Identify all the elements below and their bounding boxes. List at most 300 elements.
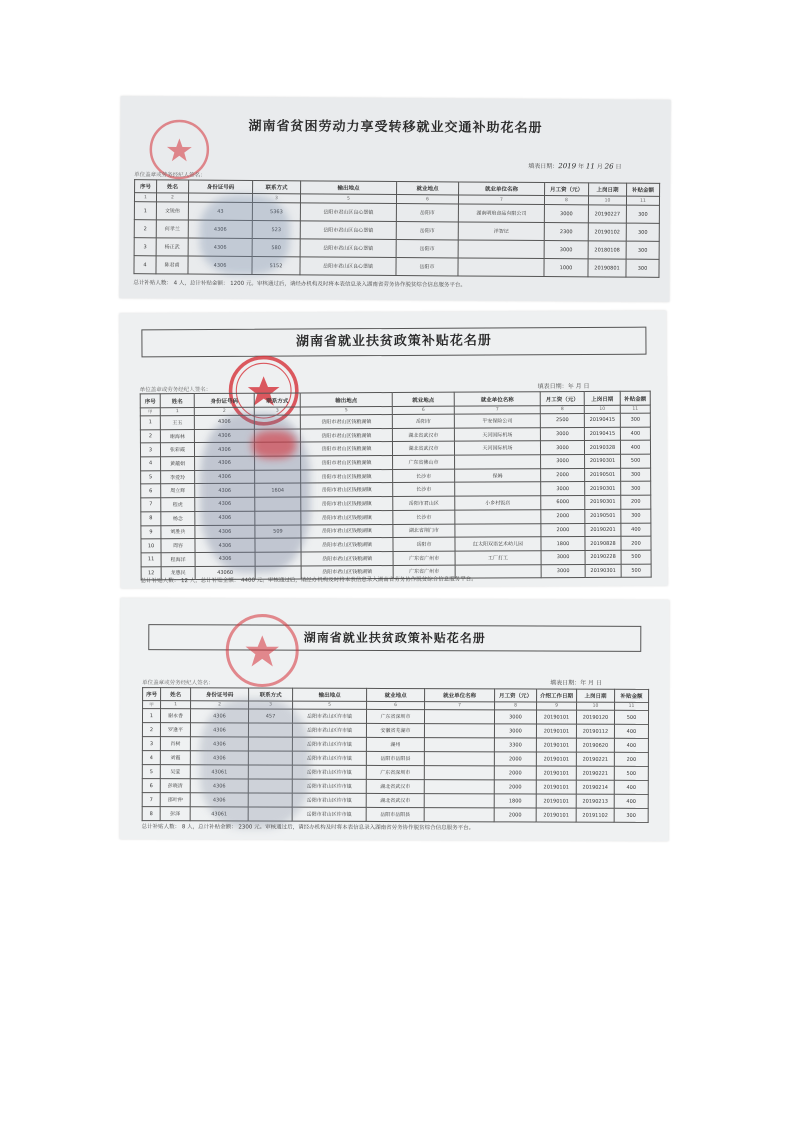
- cell-id: 4306: [190, 793, 248, 807]
- column-header: 身份证号码: [189, 180, 253, 193]
- column-header: 输出地点: [300, 393, 392, 407]
- column-header: 就业单位名称: [459, 182, 545, 196]
- cell-place: 岳阳市岳阳县: [366, 807, 424, 821]
- cell-company: 保姆: [455, 468, 541, 482]
- cell-salary: 2300: [544, 223, 588, 241]
- cell-salary: 2500: [540, 414, 584, 428]
- column-number: 6: [396, 195, 458, 204]
- cell-salary: 1800: [494, 794, 536, 808]
- cell-place: 岳阳市: [393, 537, 455, 551]
- column-number: 10: [588, 196, 626, 205]
- column-header: 就业地点: [392, 392, 454, 406]
- cell-name: 杨正武: [156, 238, 188, 256]
- cell-amount: 300: [626, 205, 659, 223]
- cell-intro: 20190101: [536, 738, 576, 752]
- cell-origin: 岳阳市君山区钱粮湖镇: [301, 524, 393, 538]
- cell-name: 杨念: [161, 511, 195, 525]
- cell-seq: 8: [142, 807, 160, 821]
- cell-seq: 5: [142, 765, 160, 779]
- cell-origin: 岳阳市君山区钱粮湖镇: [301, 469, 393, 483]
- cell-date: 20190120: [576, 710, 614, 724]
- column-number: 3: [249, 701, 293, 709]
- cell-place: 岳阳市: [396, 258, 458, 276]
- cell-intro: 20190101: [536, 766, 576, 780]
- column-header: 就业地点: [397, 182, 459, 195]
- cell-seq: 4: [134, 256, 156, 274]
- cell-date: 20190501: [585, 509, 621, 523]
- date-label: 填表日期：: [528, 162, 559, 171]
- cell-intro: 20190101: [536, 780, 576, 794]
- cell-origin: 岳阳市君山区许市镇: [292, 807, 366, 821]
- cell-name: 陈君甫: [156, 256, 188, 274]
- cell-id: 4306: [190, 779, 248, 793]
- cell-company: [455, 455, 541, 469]
- column-header: 介绍工作日期: [537, 689, 577, 702]
- cell-place: 广东省广州市: [393, 551, 455, 565]
- cell-company: 洋智记: [458, 222, 544, 241]
- cell-id: 4306: [188, 220, 252, 238]
- column-header: 序号: [140, 394, 160, 408]
- cell-company: 红太阳双语艺术幼儿园: [455, 537, 541, 551]
- column-header: 就业单位名称: [454, 392, 540, 406]
- cell-amount: 300: [621, 509, 651, 523]
- cell-amount: 400: [620, 427, 650, 441]
- cell-origin: 岳阳市君山区许市镇: [292, 765, 366, 779]
- cell-seq: 4: [142, 751, 160, 765]
- date-day: 26: [604, 162, 614, 171]
- cell-origin: 岳阳市君山区钱粮湖镇: [301, 510, 393, 524]
- cell-place: 湖北省武汉市: [392, 442, 454, 456]
- cell-company: [424, 794, 494, 808]
- cell-origin: 岳阳市君山区钱粮湖镇: [301, 483, 393, 497]
- redaction-blur: [200, 698, 310, 828]
- cell-company: [424, 766, 494, 780]
- column-number: 8: [540, 406, 584, 414]
- cell-place: 湖北省武汉市: [366, 793, 424, 807]
- cell-company: [424, 710, 494, 724]
- column-header: 上岗日期: [577, 689, 615, 702]
- cell-company: 平安保险公司: [454, 414, 540, 428]
- column-header: 联系方式: [249, 688, 293, 701]
- table-footer: 总计补贴人数： 4 人，总计补贴金额： 1200 元。审核通过后，请经办机构及时将本表信息录入湖南省劳务协作脱贫综合信息服务平台。: [133, 280, 466, 289]
- column-number: 6: [392, 406, 454, 414]
- roster-sheet-2: [119, 311, 667, 589]
- cell-company: [455, 482, 541, 496]
- cell-origin: 岳阳市君山区钱粮湖镇: [301, 497, 393, 511]
- cell-id: 4306: [195, 525, 255, 539]
- cell-seq: 10: [141, 539, 161, 553]
- column-number: 7: [425, 702, 495, 710]
- cell-amount: 400: [614, 794, 648, 808]
- cell-id: 4306: [195, 497, 255, 511]
- cell-name: 邵叶仲: [160, 793, 190, 807]
- cell-origin: 岳阳市君山区钱粮湖镇: [301, 456, 393, 470]
- page-title: 湖南省就业扶贫政策补贴花名册: [141, 327, 646, 358]
- cell-date: 20190102: [588, 223, 626, 241]
- fill-date: 填表日期：年 月 日: [550, 679, 602, 687]
- cell-seq: 4: [141, 457, 161, 471]
- column-header: 身份证号码: [194, 393, 254, 407]
- cell-salary: 3000: [540, 427, 584, 441]
- cell-seq: 1: [140, 416, 160, 430]
- column-header: 姓名: [160, 394, 194, 408]
- cell-name: 张彩霞: [160, 443, 194, 457]
- cell-date: 20190301: [585, 454, 621, 468]
- cell-date: 20190213: [576, 794, 614, 808]
- cell-seq: 2: [140, 429, 160, 443]
- column-number: 8: [544, 196, 588, 205]
- cell-seq: 1: [134, 202, 156, 220]
- date-month: 11: [585, 162, 595, 171]
- cell-date: 20190301: [585, 482, 621, 496]
- cell-salary: 3000: [544, 241, 588, 259]
- cell-name: 吴莹: [160, 765, 190, 779]
- cell-id: 4306: [190, 723, 248, 737]
- cell-name: 彭晓清: [160, 779, 190, 793]
- cell-origin: 岳阳市君山区良心堡镇: [300, 239, 396, 258]
- column-number: 2: [191, 701, 249, 709]
- cell-company: [455, 510, 541, 524]
- cell-place: 岳阳市: [396, 240, 458, 258]
- cell-origin: 岳阳市君山区许市镇: [292, 723, 366, 737]
- cell-company: [458, 240, 544, 259]
- fill-date: 填表日期：年 月 日: [537, 382, 590, 391]
- cell-salary: 2000: [541, 509, 585, 523]
- cell-name: 文锐伟: [156, 202, 188, 220]
- column-header: 联系方式: [254, 393, 300, 407]
- cell-name: 罗逢平: [160, 723, 190, 737]
- cell-salary: 2000: [494, 808, 536, 822]
- cell-id: 4306: [195, 484, 255, 498]
- cell-company: [424, 780, 494, 794]
- cell-origin: 岳阳市君山区钱粮湖镇: [300, 428, 392, 442]
- column-number: 1: [161, 701, 191, 709]
- cell-salary: 6000: [541, 496, 585, 510]
- table-footer: 总计补贴人数： 12 人，总计补贴金额： 4400 元。审核通过后，请经办机构及时将本表信息录入湖南省劳务协作脱贫综合信息服务平台。: [140, 576, 477, 585]
- cell-place: 湖北省武汉市: [366, 779, 424, 793]
- cell-salary: 1800: [541, 537, 585, 551]
- cell-amount: 300: [620, 413, 650, 427]
- column-header: 姓名: [161, 688, 191, 701]
- cell-company: [424, 752, 494, 766]
- redaction-blur: [199, 195, 290, 276]
- column-number: 7: [458, 195, 544, 205]
- cell-origin: 岳阳市君山区许市镇: [292, 793, 366, 807]
- cell-phone: 457: [248, 709, 292, 723]
- cell-seq: 8: [141, 512, 161, 526]
- cell-salary: 2000: [494, 766, 536, 780]
- cell-seq: 3: [142, 737, 160, 751]
- column-number: 8: [495, 702, 537, 710]
- cell-origin: 岳阳市君山区良心堡镇: [300, 203, 396, 222]
- cell-phone: 580: [252, 239, 300, 257]
- cell-id: 4306: [188, 238, 252, 256]
- column-number: 11: [615, 702, 649, 710]
- cell-seq: 12: [141, 566, 161, 580]
- column-header: 补贴金额: [627, 183, 660, 196]
- cell-id: 4306: [195, 470, 255, 484]
- cell-company: [424, 808, 494, 822]
- column-header: 输出地点: [301, 181, 397, 195]
- cell-name: 王玉: [160, 416, 194, 430]
- cell-place: 岳阳市君山区: [393, 496, 455, 510]
- cell-origin: 岳阳市君山区许市镇: [292, 751, 366, 765]
- column-number: 6: [367, 701, 425, 709]
- page-title: 湖南省贫困劳动力享受转移就业交通补助花名册: [248, 118, 543, 137]
- cell-seq: 2: [134, 220, 156, 238]
- cell-salary: 3000: [541, 564, 585, 578]
- cell-date: 20190301: [585, 564, 621, 578]
- cell-amount: 500: [621, 550, 651, 564]
- cell-date: 20190501: [585, 468, 621, 482]
- cell-seq: 7: [142, 793, 160, 807]
- fill-date: 填表日期：2019 年 11 月 26 日: [528, 162, 622, 171]
- column-number: 5: [300, 407, 392, 415]
- cell-id: 43061: [190, 765, 248, 779]
- cell-date: 20190214: [576, 780, 614, 794]
- cell-origin: 岳阳市君山区许市镇: [292, 709, 366, 723]
- cell-date: 20190828: [585, 536, 621, 550]
- cell-origin: 岳阳市君山区钱粮湖镇: [300, 442, 392, 456]
- cell-id: 4306: [194, 429, 254, 443]
- cell-date: 20190415: [584, 427, 620, 441]
- cell-company: [458, 258, 544, 277]
- column-header: 上岗日期: [584, 391, 620, 405]
- column-number: 10: [584, 405, 620, 413]
- cell-amount: 400: [614, 738, 648, 752]
- cell-name: 刘霞: [160, 751, 190, 765]
- official-seal-stamp: [224, 612, 300, 688]
- cell-place: 岳阳市岳阳县: [366, 751, 424, 765]
- cell-date: 20190221: [576, 752, 614, 766]
- column-number: 甲: [143, 701, 161, 709]
- cell-id: 4306: [195, 456, 255, 470]
- cell-salary: 3000: [494, 710, 536, 724]
- cell-place: 广东省深圳市: [366, 709, 424, 723]
- cell-place: 岳阳市: [396, 222, 458, 240]
- cell-amount: 200: [621, 536, 651, 550]
- cell-date: 20190415: [584, 413, 620, 427]
- cell-phone: 509: [255, 524, 301, 538]
- cell-amount: 300: [621, 468, 651, 482]
- date-year: 2019: [558, 162, 577, 171]
- cell-salary: 2000: [541, 523, 585, 537]
- cell-company: [424, 724, 494, 738]
- column-header: 身份证号码: [191, 688, 249, 701]
- cell-name: 程虎: [161, 498, 195, 512]
- table-footer: 总计补贴人数： 8 人，总计补贴金额： 2300 元。审核通过后，请经办机构及时将本表信息录入湖南省劳务协作脱贫综合信息服务平台。: [141, 824, 475, 832]
- unit-signature-label: 单位盖章或劳务经纪人签名：: [134, 172, 206, 179]
- cell-name: 黄蕴娟: [161, 457, 195, 471]
- cell-name: 彭泽: [160, 807, 190, 821]
- cell-salary: 3000: [544, 205, 588, 223]
- cell-origin: 岳阳市君山区钱粮湖镇: [300, 415, 392, 429]
- cell-seq: 1: [142, 709, 160, 723]
- cell-amount: 400: [620, 441, 650, 455]
- cell-name: 何孝兰: [156, 220, 188, 238]
- redaction-blur-red: [252, 431, 296, 459]
- column-number: 2: [156, 193, 188, 202]
- column-number: 7: [454, 406, 540, 414]
- cell-seq: 2: [142, 723, 160, 737]
- column-header: 序号: [143, 688, 161, 701]
- column-header: 月工资（元）: [545, 183, 589, 196]
- column-header: 补贴金额: [620, 391, 650, 405]
- cell-seq: 11: [141, 553, 161, 567]
- cell-seq: 6: [142, 779, 160, 793]
- cell-amount: 300: [614, 808, 648, 822]
- cell-intro: 20190101: [536, 710, 576, 724]
- cell-place: 广东省深圳市: [366, 765, 424, 779]
- cell-id: 4306: [190, 709, 248, 723]
- cell-date: 20190228: [585, 550, 621, 564]
- cell-amount: 500: [614, 766, 648, 780]
- cell-name: 谢海林: [160, 429, 194, 443]
- column-header: 补贴金额: [615, 689, 649, 702]
- cell-id: 4306: [195, 538, 255, 552]
- cell-id: 43: [188, 202, 252, 220]
- cell-company: 天河国际机场: [454, 427, 540, 441]
- cell-salary: 2000: [494, 752, 536, 766]
- cell-id: 4306: [188, 256, 252, 274]
- cell-name: 龙惠民: [161, 566, 195, 580]
- cell-origin: 岳阳市君山区钱粮湖镇: [301, 538, 393, 552]
- cell-amount: 400: [621, 523, 651, 537]
- cell-company: [455, 523, 541, 537]
- unit-signature-label: 单位盖章或劳务经纪人签名：: [139, 386, 212, 394]
- cell-seq: 9: [141, 525, 161, 539]
- cell-id: 4306: [190, 737, 248, 751]
- column-header: 月工资（元）: [540, 392, 584, 406]
- column-number: 10: [577, 702, 615, 710]
- cell-amount: 300: [626, 259, 659, 277]
- cell-date: 20180108: [588, 241, 626, 259]
- cell-name: 周容: [161, 539, 195, 553]
- cell-date: 20190112: [576, 724, 614, 738]
- cell-salary: 3000: [494, 724, 536, 738]
- column-number: 9: [537, 702, 577, 710]
- column-header: 输出地点: [293, 688, 367, 701]
- cell-seq: 3: [140, 443, 160, 457]
- cell-intro: 20190101: [536, 724, 576, 738]
- cell-place: 长沙市: [393, 483, 455, 497]
- cell-origin: 岳阳市君山区许市镇: [292, 779, 366, 793]
- column-number: 11: [626, 196, 659, 205]
- cell-company: 工厂打工: [455, 551, 541, 565]
- cell-date: 20190301: [585, 495, 621, 509]
- cell-place: 长沙市: [393, 469, 455, 483]
- cell-id: 4306: [195, 511, 255, 525]
- cell-id: 4306: [190, 751, 248, 765]
- cell-salary: 3000: [541, 482, 585, 496]
- column-header: 就业地点: [367, 688, 425, 701]
- cell-place: 广东省佛山市: [393, 455, 455, 469]
- column-number: 2: [194, 407, 254, 415]
- cell-date: 20190227: [588, 205, 626, 223]
- cell-name: 谢永香: [160, 709, 190, 723]
- cell-date: 20190328: [584, 441, 620, 455]
- cell-company: 天河国际机场: [454, 441, 540, 455]
- cell-salary: 2000: [541, 468, 585, 482]
- column-number: 3: [252, 194, 300, 203]
- cell-amount: 300: [621, 482, 651, 496]
- cell-id: 43060: [195, 566, 255, 580]
- cell-id: 4306: [195, 552, 255, 566]
- cell-name: 周立辉: [161, 484, 195, 498]
- cell-place: 湖州: [366, 737, 424, 751]
- cell-phone: 5152: [252, 257, 300, 275]
- cell-place: 湖北省武汉市: [392, 428, 454, 442]
- column-number: 5: [300, 194, 396, 204]
- cell-amount: 500: [614, 710, 648, 724]
- roster-sheet-3: [120, 598, 670, 841]
- cell-amount: 300: [626, 241, 659, 259]
- cell-seq: 5: [141, 470, 161, 484]
- cell-id: 4306: [194, 443, 254, 457]
- cell-place: 岳阳市: [396, 204, 458, 222]
- column-number: 11: [620, 405, 650, 413]
- cell-intro: 20190101: [536, 752, 576, 766]
- column-number: 5: [293, 701, 367, 709]
- cell-place: 岳阳市: [392, 414, 454, 428]
- cell-intro: 20190101: [536, 808, 576, 822]
- cell-salary: 3300: [494, 738, 536, 752]
- cell-date: 20191102: [576, 808, 614, 822]
- cell-origin: 岳阳市君山区良心堡镇: [300, 221, 396, 240]
- cell-origin: 岳阳市君山区钱粮湖镇: [301, 551, 393, 565]
- cell-salary: 3000: [541, 550, 585, 564]
- cell-amount: 300: [626, 223, 659, 241]
- cell-amount: 200: [614, 752, 648, 766]
- cell-origin: 岳阳市君山区钱粮湖镇: [301, 565, 393, 579]
- cell-amount: 200: [621, 495, 651, 509]
- cell-phone: 5363: [252, 203, 300, 221]
- page-title: 湖南省就业扶贫政策补贴花名册: [148, 624, 641, 652]
- column-header: 月工资（元）: [495, 689, 537, 702]
- cell-salary: 1000: [544, 259, 588, 277]
- column-header: 就业单位名称: [425, 689, 495, 702]
- cell-salary: 2000: [494, 780, 536, 794]
- column-number: 1: [134, 193, 156, 202]
- cell-phone: 523: [252, 221, 300, 239]
- cell-company: 湖南明琅食品有限公司: [458, 204, 544, 223]
- cell-amount: 400: [614, 780, 648, 794]
- cell-place: 广东省广州市: [393, 565, 455, 579]
- cell-seq: 7: [141, 498, 161, 512]
- cell-seq: 3: [134, 238, 156, 256]
- cell-salary: 3000: [541, 455, 585, 469]
- cell-phone: 1604: [255, 483, 301, 497]
- cell-company: [424, 738, 494, 752]
- cell-date: 20190201: [585, 523, 621, 537]
- column-header: 上岗日期: [589, 183, 627, 196]
- cell-amount: 500: [621, 564, 651, 578]
- cell-company: 小乡村饭店: [455, 496, 541, 510]
- column-header: 联系方式: [253, 181, 301, 194]
- cell-id: 43061: [190, 807, 248, 821]
- cell-name: 肖树: [160, 737, 190, 751]
- cell-date: 20190801: [588, 259, 626, 277]
- column-header: 姓名: [157, 180, 189, 193]
- column-number: 1: [160, 408, 194, 416]
- cell-intro: 20190101: [536, 794, 576, 808]
- cell-name: 刘胜兵: [161, 525, 195, 539]
- cell-id: 4306: [194, 415, 254, 429]
- cell-place: 湖北省荆门市: [393, 524, 455, 538]
- column-number: 甲: [140, 408, 160, 416]
- cell-amount: 400: [614, 724, 648, 738]
- roster-sheet-1: [119, 96, 670, 302]
